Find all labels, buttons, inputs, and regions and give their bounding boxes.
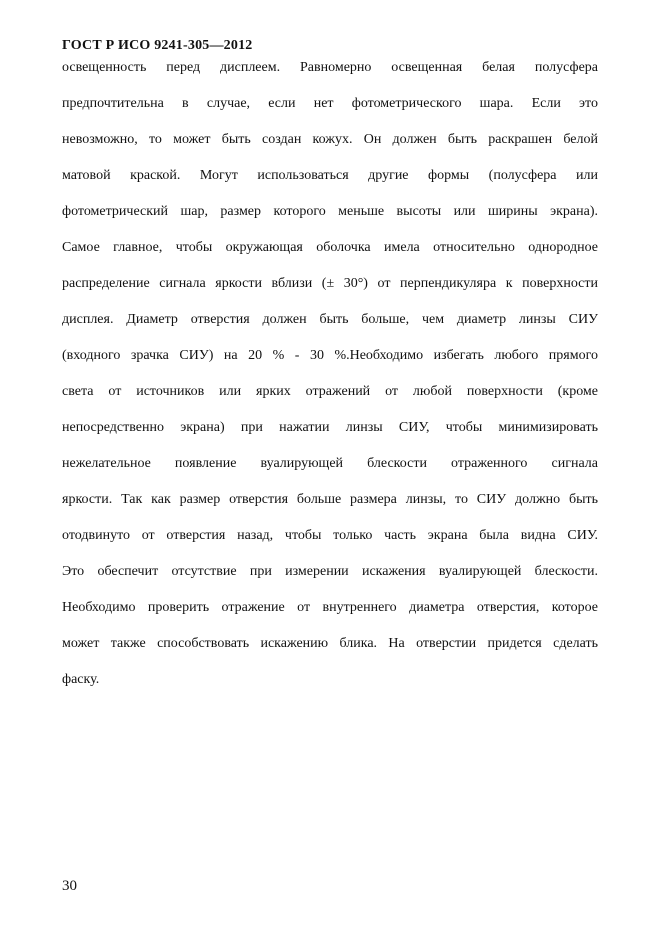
text-line: может также способствовать искажению блика. На отверстии придется сделать (62, 636, 598, 651)
page-number: 30 (62, 878, 77, 894)
document-header: ГОСТ Р ИСО 9241-305—2012 (62, 38, 253, 53)
body-paragraph (62, 56, 598, 704)
text-line: Необходимо проверить отражение от внутреннего диаметра отверстия, которое (62, 600, 598, 615)
text-line: (входного зрачка СИУ) на 20 % - 30 %.Необходимо избегать любого прямого (62, 348, 598, 363)
text-line: невозможно, то может быть создан кожух. Он должен быть раскрашен белой (62, 132, 598, 147)
text-line: отодвинуто от отверстия назад, чтобы только часть экрана была видна СИУ. (62, 528, 598, 543)
text-line: Самое главное, чтобы окружающая оболочка имела относительно однородное (62, 240, 598, 255)
text-line: непосредственно экрана) при нажатии линзы СИУ, чтобы минимизировать (62, 420, 598, 435)
text-line: фотометрический шар, размер которого меньше высоты или ширины экрана). (62, 204, 598, 219)
text-line: предпочтительна в случае, если нет фотометрического шара. Если это (62, 96, 598, 111)
text-line: яркости. Так как размер отверстия больше размера линзы, то СИУ должно быть (62, 492, 598, 507)
text-line-last: фаску. (62, 672, 100, 687)
text-line: матовой краской. Могут использоваться другие формы (полусфера или (62, 168, 598, 183)
text-line: освещенность перед дисплеем. Равномерно освещенная белая полусфера (62, 60, 598, 75)
text-line: нежелательное появление вуалирующей блескости отраженного сигнала (62, 456, 598, 471)
text-line: Это обеспечит отсутствие при измерении искажения вуалирующей блескости. (62, 564, 598, 579)
text-line: распределение сигнала яркости вблизи (± 30°) от перпендикуляра к поверхности (62, 276, 598, 291)
text-line: света от источников или ярких отражений от любой поверхности (кроме (62, 384, 598, 399)
text-line: дисплея. Диаметр отверстия должен быть больше, чем диаметр линзы СИУ (62, 312, 598, 327)
